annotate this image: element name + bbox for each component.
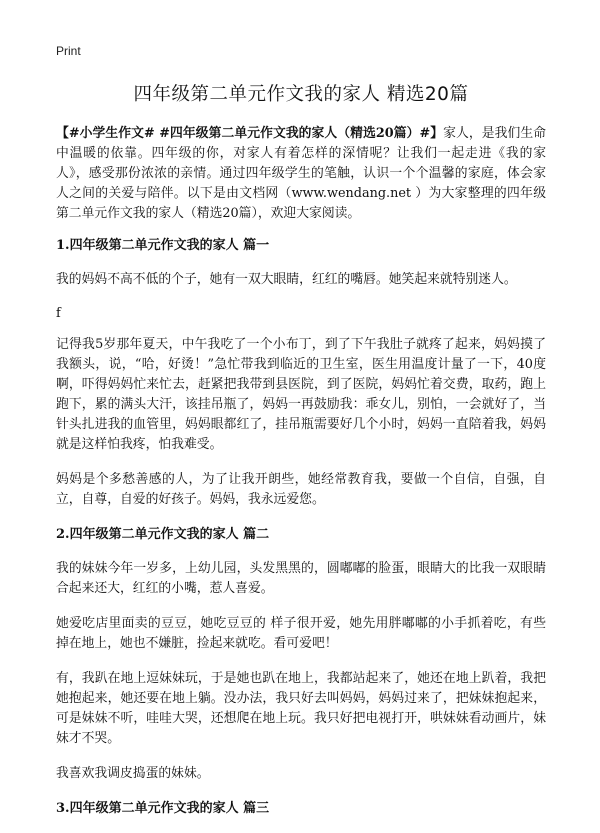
- section-2-paragraph-1: 我的妹妹今年一岁多，上幼儿园，头发黑黑的，圆嘟嘟的脸蛋，眼睛大的比我一双眼睛合起来还大，红红的小嘴，惹人喜爱。: [56, 561, 546, 596]
- section-heading-3: 3.四年级第二单元作文我的家人 篇三: [56, 801, 270, 816]
- document-title: 四年级第二单元作文我的家人 精选20篇: [133, 84, 469, 105]
- intro-paragraph: [56, 124, 546, 224]
- stray-character: f: [56, 306, 61, 321]
- intro-text: 家人，是我们生命中温暖的依靠。四年级的你，对家人有着怎样的深情呢？让我们一起走进《我的家人》，感受那份浓浓的亲情。通过四年级学生的笔触，认识一个个温馨的家庭，体会家人之间的关爱与陪伴。以下是由文档网（www.wendang.net ）为大家整理的四年级第二单元作文我的家人（精选20篇），欢迎大家阅读。: [56, 126, 546, 221]
- intro-tags: 【#小学生作文# #四年级第二单元作文我的家人（精选20篇）#】: [56, 126, 444, 141]
- section-2-paragraph-4: 我喜欢我调皮捣蛋的妹妹。: [56, 766, 210, 781]
- section-heading-1: 1.四年级第二单元作文我的家人 篇一: [56, 238, 270, 253]
- section-1-paragraph-3: 妈妈是个多愁善感的人，为了让我开朗些，她经常教育我，要做一个自信，自强，自立，自尊，自爱的好孩子。妈妈，我永远爱您。: [56, 472, 546, 507]
- print-label: Print: [56, 44, 81, 58]
- section-1-paragraph-2: 记得我5岁那年夏天，中午我吃了一个小布丁，到了下午我肚子就疼了起来，妈妈摸了我额头，说，“哈，好烫！”急忙带我到临近的卫生室，医生用温度计量了一下，40度啊，吓得妈妈忙来忙去，赶紧把我带到县医院，到了医院，妈妈忙着交费，取药，跑上跑下，累的满头大汗，该挂吊瓶了，妈妈一再鼓励我：乖女儿，别怕，一会就好了，当针头扎进我的血管里，妈妈眼都红了，挂吊瓶需要好几个小时，妈妈一直陪着我，妈妈就是这样怕我疼，怕我难受。: [56, 337, 546, 452]
- section-1-paragraph-1: 我的妈妈不高不低的个子，她有一双大眼睛，红红的嘴唇。她笑起来就特别迷人。: [56, 272, 517, 287]
- section-heading-2: 2.四年级第二单元作文我的家人 篇二: [56, 527, 270, 542]
- section-2-paragraph-2: 她爱吃店里面卖的豆豆，她吃豆豆的 样子很开爱，她先用胖嘟嘟的小手抓着吃，有些掉在地上，她也不嫌脏，捡起来就吃。看可爱吧！: [56, 616, 546, 651]
- section-2-paragraph-3: 有，我趴在地上逗妹妹玩，于是她也趴在地上，我都站起来了，她还在地上趴着，我把她抱起来，她还要在地上躺。没办法，我只好去叫妈妈，妈妈过来了，把妹妹抱起来，可是妹妹不听，哇哇大哭，还想爬在地上玩。我只好把电视打开，哄妹妹看动画片，妹妹才不哭。: [56, 671, 546, 746]
- document-body: [56, 80, 546, 833]
